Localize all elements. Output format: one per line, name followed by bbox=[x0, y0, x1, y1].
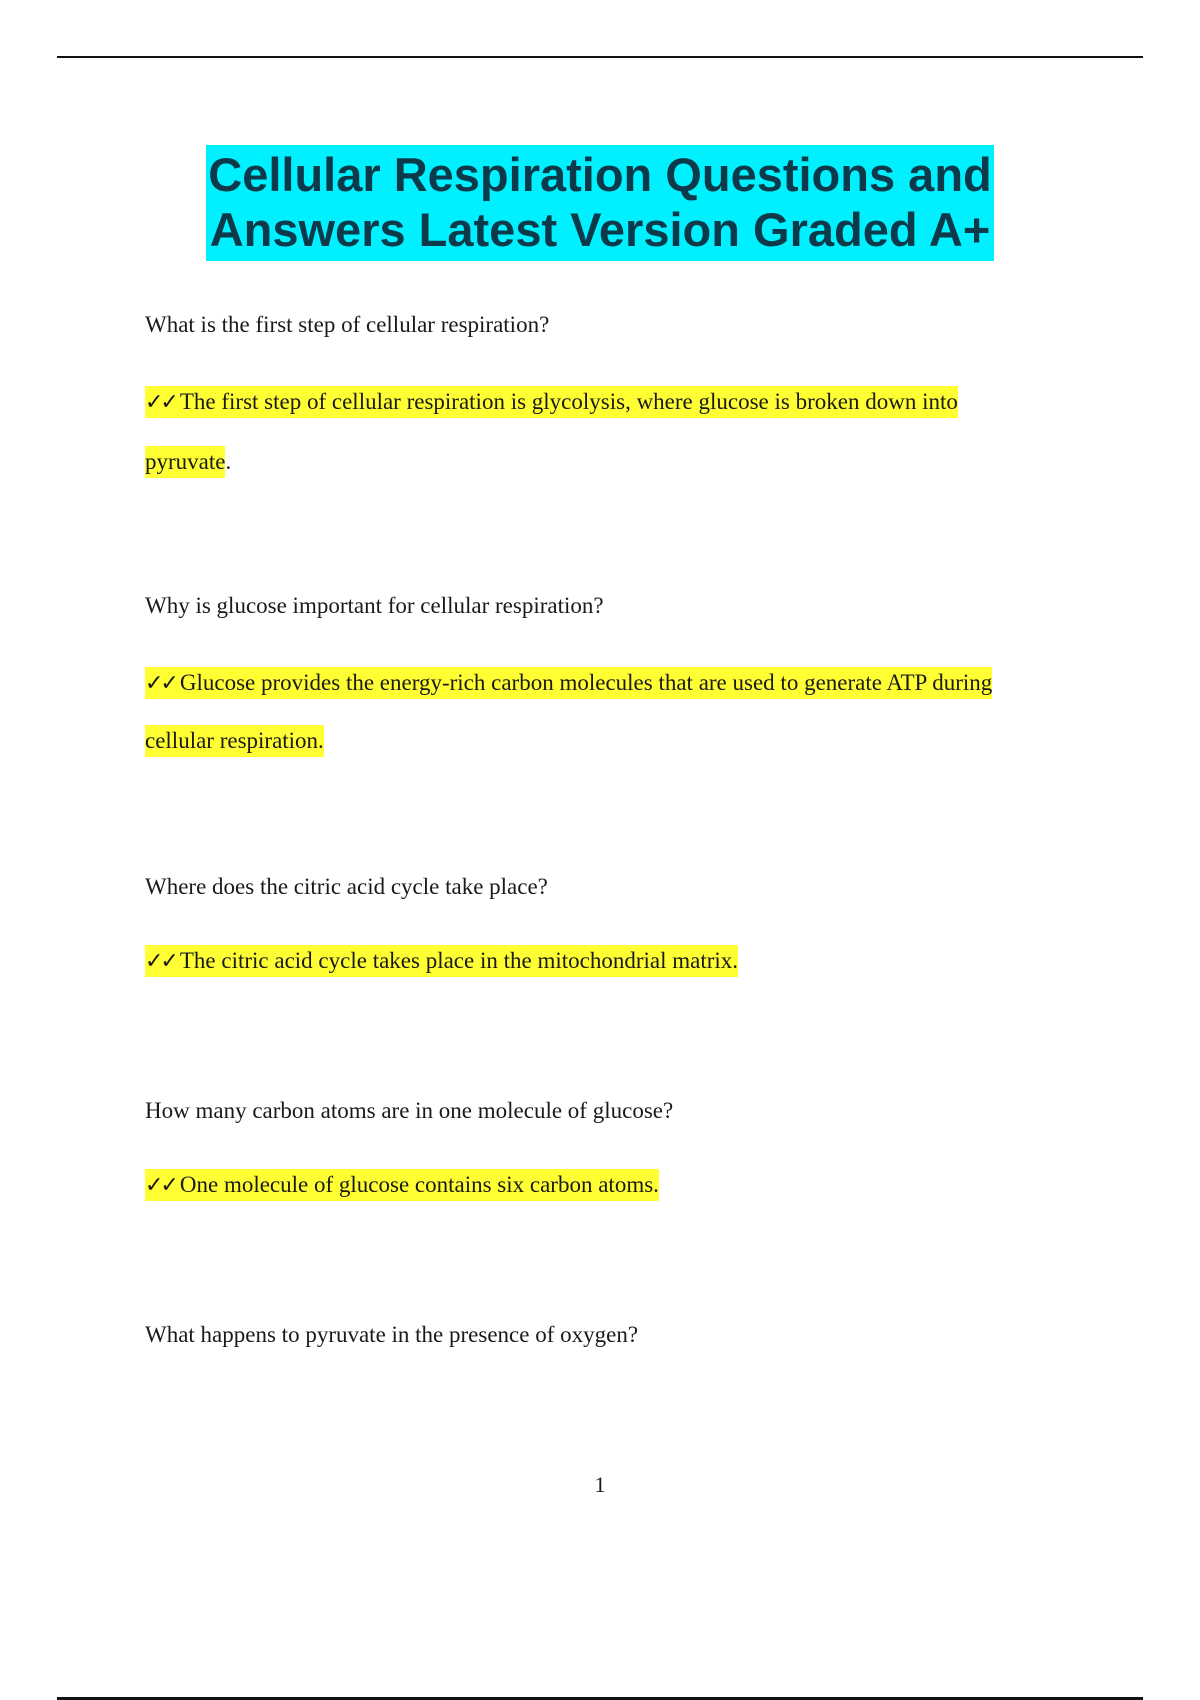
title-highlight bbox=[206, 145, 994, 261]
double-check-icon: ✓✓ bbox=[145, 390, 176, 415]
double-check-icon: ✓✓ bbox=[145, 1173, 176, 1198]
answer-highlight: pyruvate bbox=[145, 446, 225, 478]
question-1: What is the first step of cellular respiration? bbox=[145, 312, 550, 337]
question-3: Where does the citric acid cycle take place? bbox=[145, 874, 548, 899]
answer-text: One molecule of glucose contains six carbon atoms. bbox=[179, 1172, 659, 1197]
answer-highlight bbox=[145, 945, 738, 977]
title-line-2: Answers Latest Version Graded A+ bbox=[209, 203, 991, 256]
answer-1-line-2 bbox=[145, 447, 231, 477]
double-check-icon: ✓✓ bbox=[145, 949, 176, 974]
answer-2-line-2 bbox=[145, 726, 324, 756]
answer-1-line-1 bbox=[145, 387, 958, 418]
question-4: How many carbon atoms are in one molecule of glucose? bbox=[145, 1098, 674, 1123]
question-5: What happens to pyruvate in the presence of oxygen? bbox=[145, 1322, 639, 1347]
page-number: 1 bbox=[594, 1472, 606, 1497]
answer-text: Glucose provides the energy-rich carbon molecules that are used to generate ATP during bbox=[179, 670, 993, 695]
answer-2-line-1 bbox=[145, 668, 992, 699]
answer-highlight bbox=[145, 1169, 659, 1201]
answer-highlight bbox=[145, 386, 958, 418]
answer-3-line-1 bbox=[145, 946, 738, 977]
answer-text: The citric acid cycle takes place in the mitochondrial matrix. bbox=[179, 948, 739, 973]
page-title bbox=[0, 145, 1200, 261]
title-line-1: Cellular Respiration Questions and bbox=[208, 148, 992, 201]
top-rule bbox=[57, 56, 1143, 58]
question-2: Why is glucose important for cellular respiration? bbox=[145, 593, 604, 618]
answer-highlight: cellular respiration. bbox=[145, 725, 324, 757]
answer-4-line-1 bbox=[145, 1170, 659, 1201]
answer-text: The first step of cellular respiration is glycolysis, where glucose is broken down into bbox=[179, 389, 958, 414]
answer-text-tail: . bbox=[225, 449, 232, 474]
double-check-icon: ✓✓ bbox=[145, 671, 176, 696]
answer-highlight bbox=[145, 667, 992, 699]
